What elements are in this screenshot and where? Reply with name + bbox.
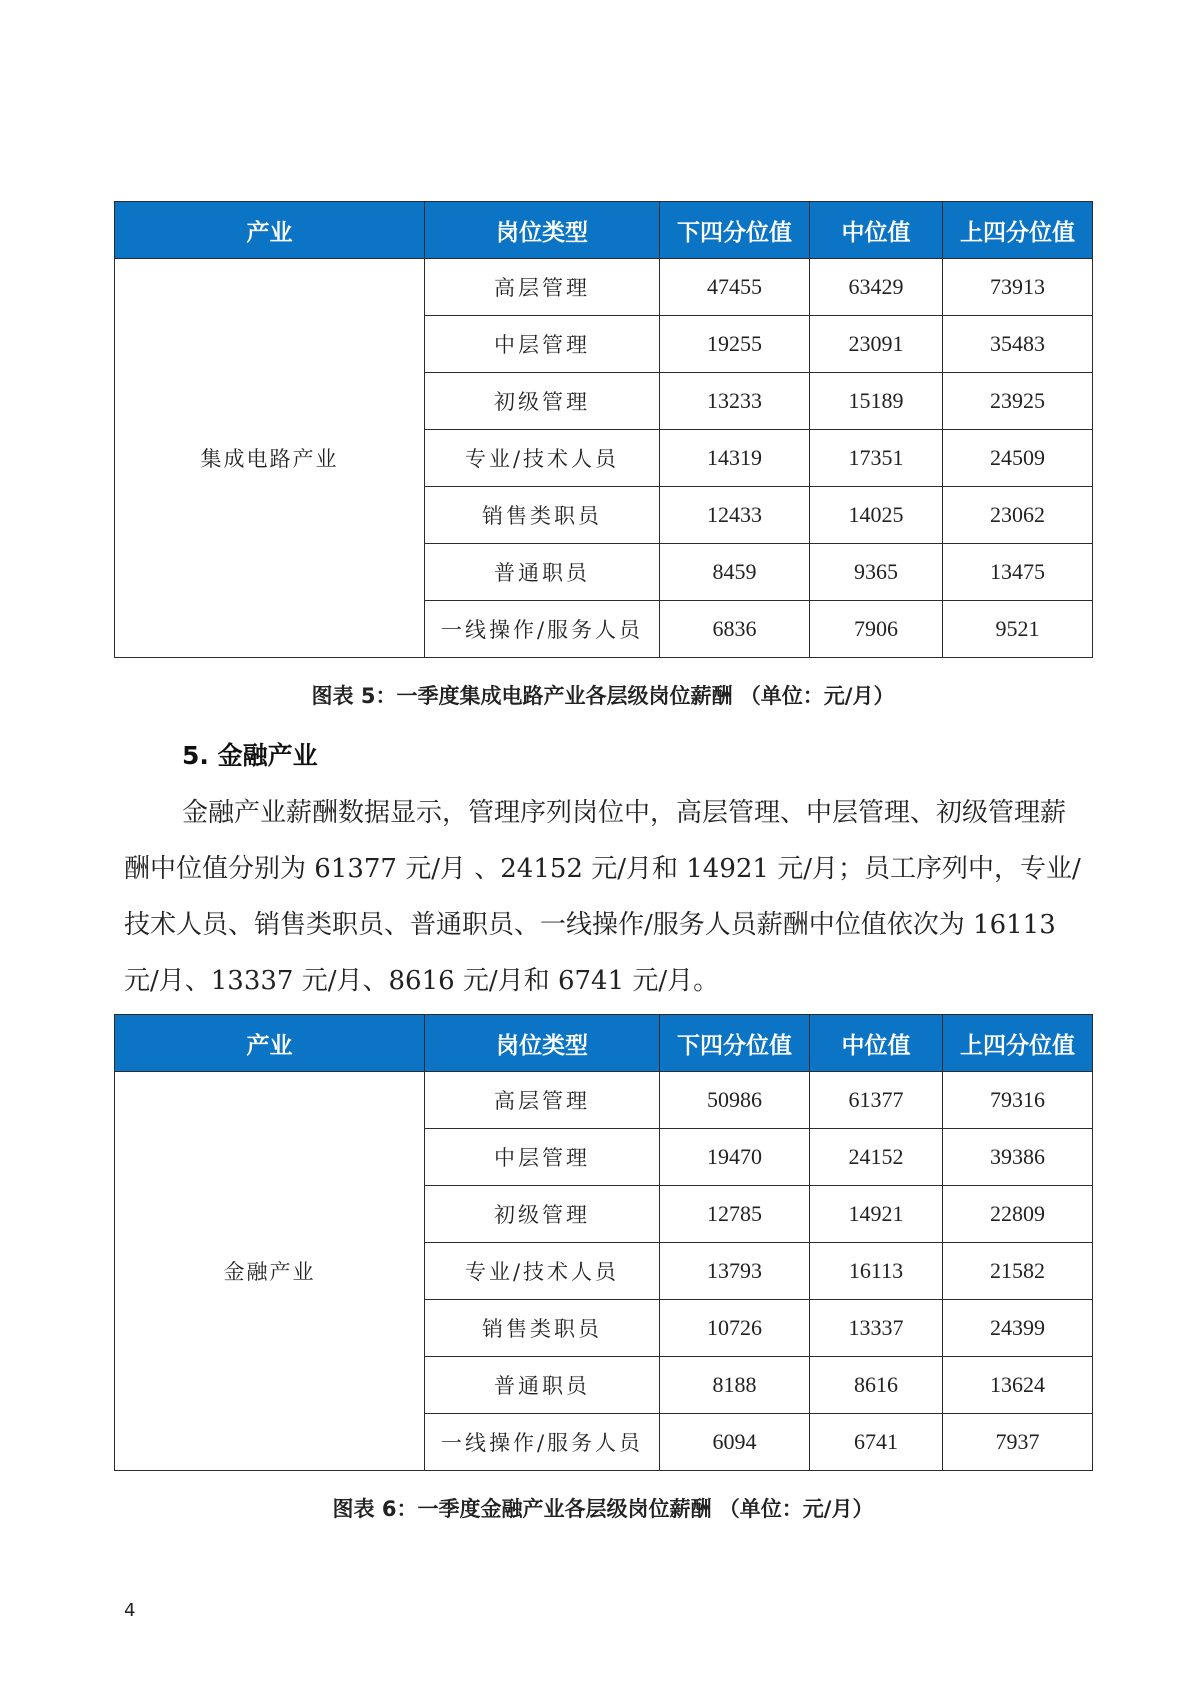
median-cell: 63429 (810, 259, 943, 316)
median-cell: 15189 (810, 373, 943, 430)
median-cell: 24152 (810, 1129, 943, 1186)
upper-quartile-cell: 73913 (943, 259, 1093, 316)
industry-cell: 集成电路产业 (115, 259, 425, 658)
position-type-cell: 高层管理 (425, 1072, 660, 1129)
lower-quartile-cell: 50986 (660, 1072, 810, 1129)
header-position-type: 岗位类型 (425, 1015, 660, 1072)
lower-quartile-cell: 10726 (660, 1300, 810, 1357)
median-cell: 23091 (810, 316, 943, 373)
position-type-cell: 销售类职员 (425, 487, 660, 544)
position-type-cell: 普通职员 (425, 544, 660, 601)
median-cell: 9365 (810, 544, 943, 601)
header-median: 中位值 (810, 202, 943, 259)
median-cell: 13337 (810, 1300, 943, 1357)
lower-quartile-cell: 47455 (660, 259, 810, 316)
lower-quartile-cell: 19255 (660, 316, 810, 373)
position-type-cell: 专业/技术人员 (425, 430, 660, 487)
lower-quartile-cell: 12785 (660, 1186, 810, 1243)
table-header-row (115, 1015, 1093, 1072)
page-number: 4 (124, 1600, 136, 1621)
upper-quartile-cell: 79316 (943, 1072, 1093, 1129)
header-lower-quartile: 下四分位值 (660, 1015, 810, 1072)
upper-quartile-cell: 24509 (943, 430, 1093, 487)
position-type-cell: 一线操作/服务人员 (425, 1414, 660, 1471)
median-cell: 6741 (810, 1414, 943, 1471)
position-type-cell: 高层管理 (425, 259, 660, 316)
lower-quartile-cell: 13793 (660, 1243, 810, 1300)
median-cell: 8616 (810, 1357, 943, 1414)
position-type-cell: 初级管理 (425, 373, 660, 430)
position-type-cell: 专业/技术人员 (425, 1243, 660, 1300)
median-cell: 16113 (810, 1243, 943, 1300)
median-cell: 14025 (810, 487, 943, 544)
section-paragraph: 金融产业薪酬数据显示，管理序列岗位中，高层管理、中层管理、初级管理薪酬中位值分别为 61377 元/月 、24152 元/月和 14921 元/月；员工序列中，专业/技术人员、销售类职员、普通职员、一线操作/服务人员薪酬中位值依次为 16113 元/月、13337 元/月、8616 元/月和 6741 元/月。 (124, 798, 1081, 996)
industry-cell: 金融产业 (115, 1072, 425, 1471)
position-type-cell: 初级管理 (425, 1186, 660, 1243)
position-type-cell: 中层管理 (425, 1129, 660, 1186)
section-heading: 5. 金融产业 (182, 741, 318, 770)
table-row (115, 259, 1093, 316)
lower-quartile-cell: 14319 (660, 430, 810, 487)
upper-quartile-cell: 39386 (943, 1129, 1093, 1186)
salary-table-ic (114, 201, 1093, 658)
upper-quartile-cell: 23062 (943, 487, 1093, 544)
lower-quartile-cell: 6094 (660, 1414, 810, 1471)
upper-quartile-cell: 35483 (943, 316, 1093, 373)
median-cell: 14921 (810, 1186, 943, 1243)
upper-quartile-cell: 13475 (943, 544, 1093, 601)
upper-quartile-cell: 21582 (943, 1243, 1093, 1300)
table-caption-5: 图表 5：一季度集成电路产业各层级岗位薪酬 （单位：元/月） (311, 684, 895, 708)
upper-quartile-cell: 23925 (943, 373, 1093, 430)
position-type-cell: 销售类职员 (425, 1300, 660, 1357)
salary-table-finance (114, 1014, 1093, 1471)
upper-quartile-cell: 7937 (943, 1414, 1093, 1471)
upper-quartile-cell: 9521 (943, 601, 1093, 658)
header-upper-quartile: 上四分位值 (943, 202, 1093, 259)
position-type-cell: 中层管理 (425, 316, 660, 373)
median-cell: 61377 (810, 1072, 943, 1129)
header-industry: 产业 (115, 202, 425, 259)
lower-quartile-cell: 8188 (660, 1357, 810, 1414)
table-caption-6: 图表 6：一季度金融产业各层级岗位薪酬 （单位：元/月） (332, 1497, 874, 1521)
header-median: 中位值 (810, 1015, 943, 1072)
median-cell: 17351 (810, 430, 943, 487)
upper-quartile-cell: 24399 (943, 1300, 1093, 1357)
header-lower-quartile: 下四分位值 (660, 202, 810, 259)
position-type-cell: 一线操作/服务人员 (425, 601, 660, 658)
lower-quartile-cell: 8459 (660, 544, 810, 601)
position-type-cell: 普通职员 (425, 1357, 660, 1414)
header-position-type: 岗位类型 (425, 202, 660, 259)
upper-quartile-cell: 13624 (943, 1357, 1093, 1414)
header-industry: 产业 (115, 1015, 425, 1072)
median-cell: 7906 (810, 601, 943, 658)
lower-quartile-cell: 19470 (660, 1129, 810, 1186)
header-upper-quartile: 上四分位值 (943, 1015, 1093, 1072)
lower-quartile-cell: 12433 (660, 487, 810, 544)
upper-quartile-cell: 22809 (943, 1186, 1093, 1243)
lower-quartile-cell: 13233 (660, 373, 810, 430)
table-header-row (115, 202, 1093, 259)
table-row (115, 1072, 1093, 1129)
lower-quartile-cell: 6836 (660, 601, 810, 658)
